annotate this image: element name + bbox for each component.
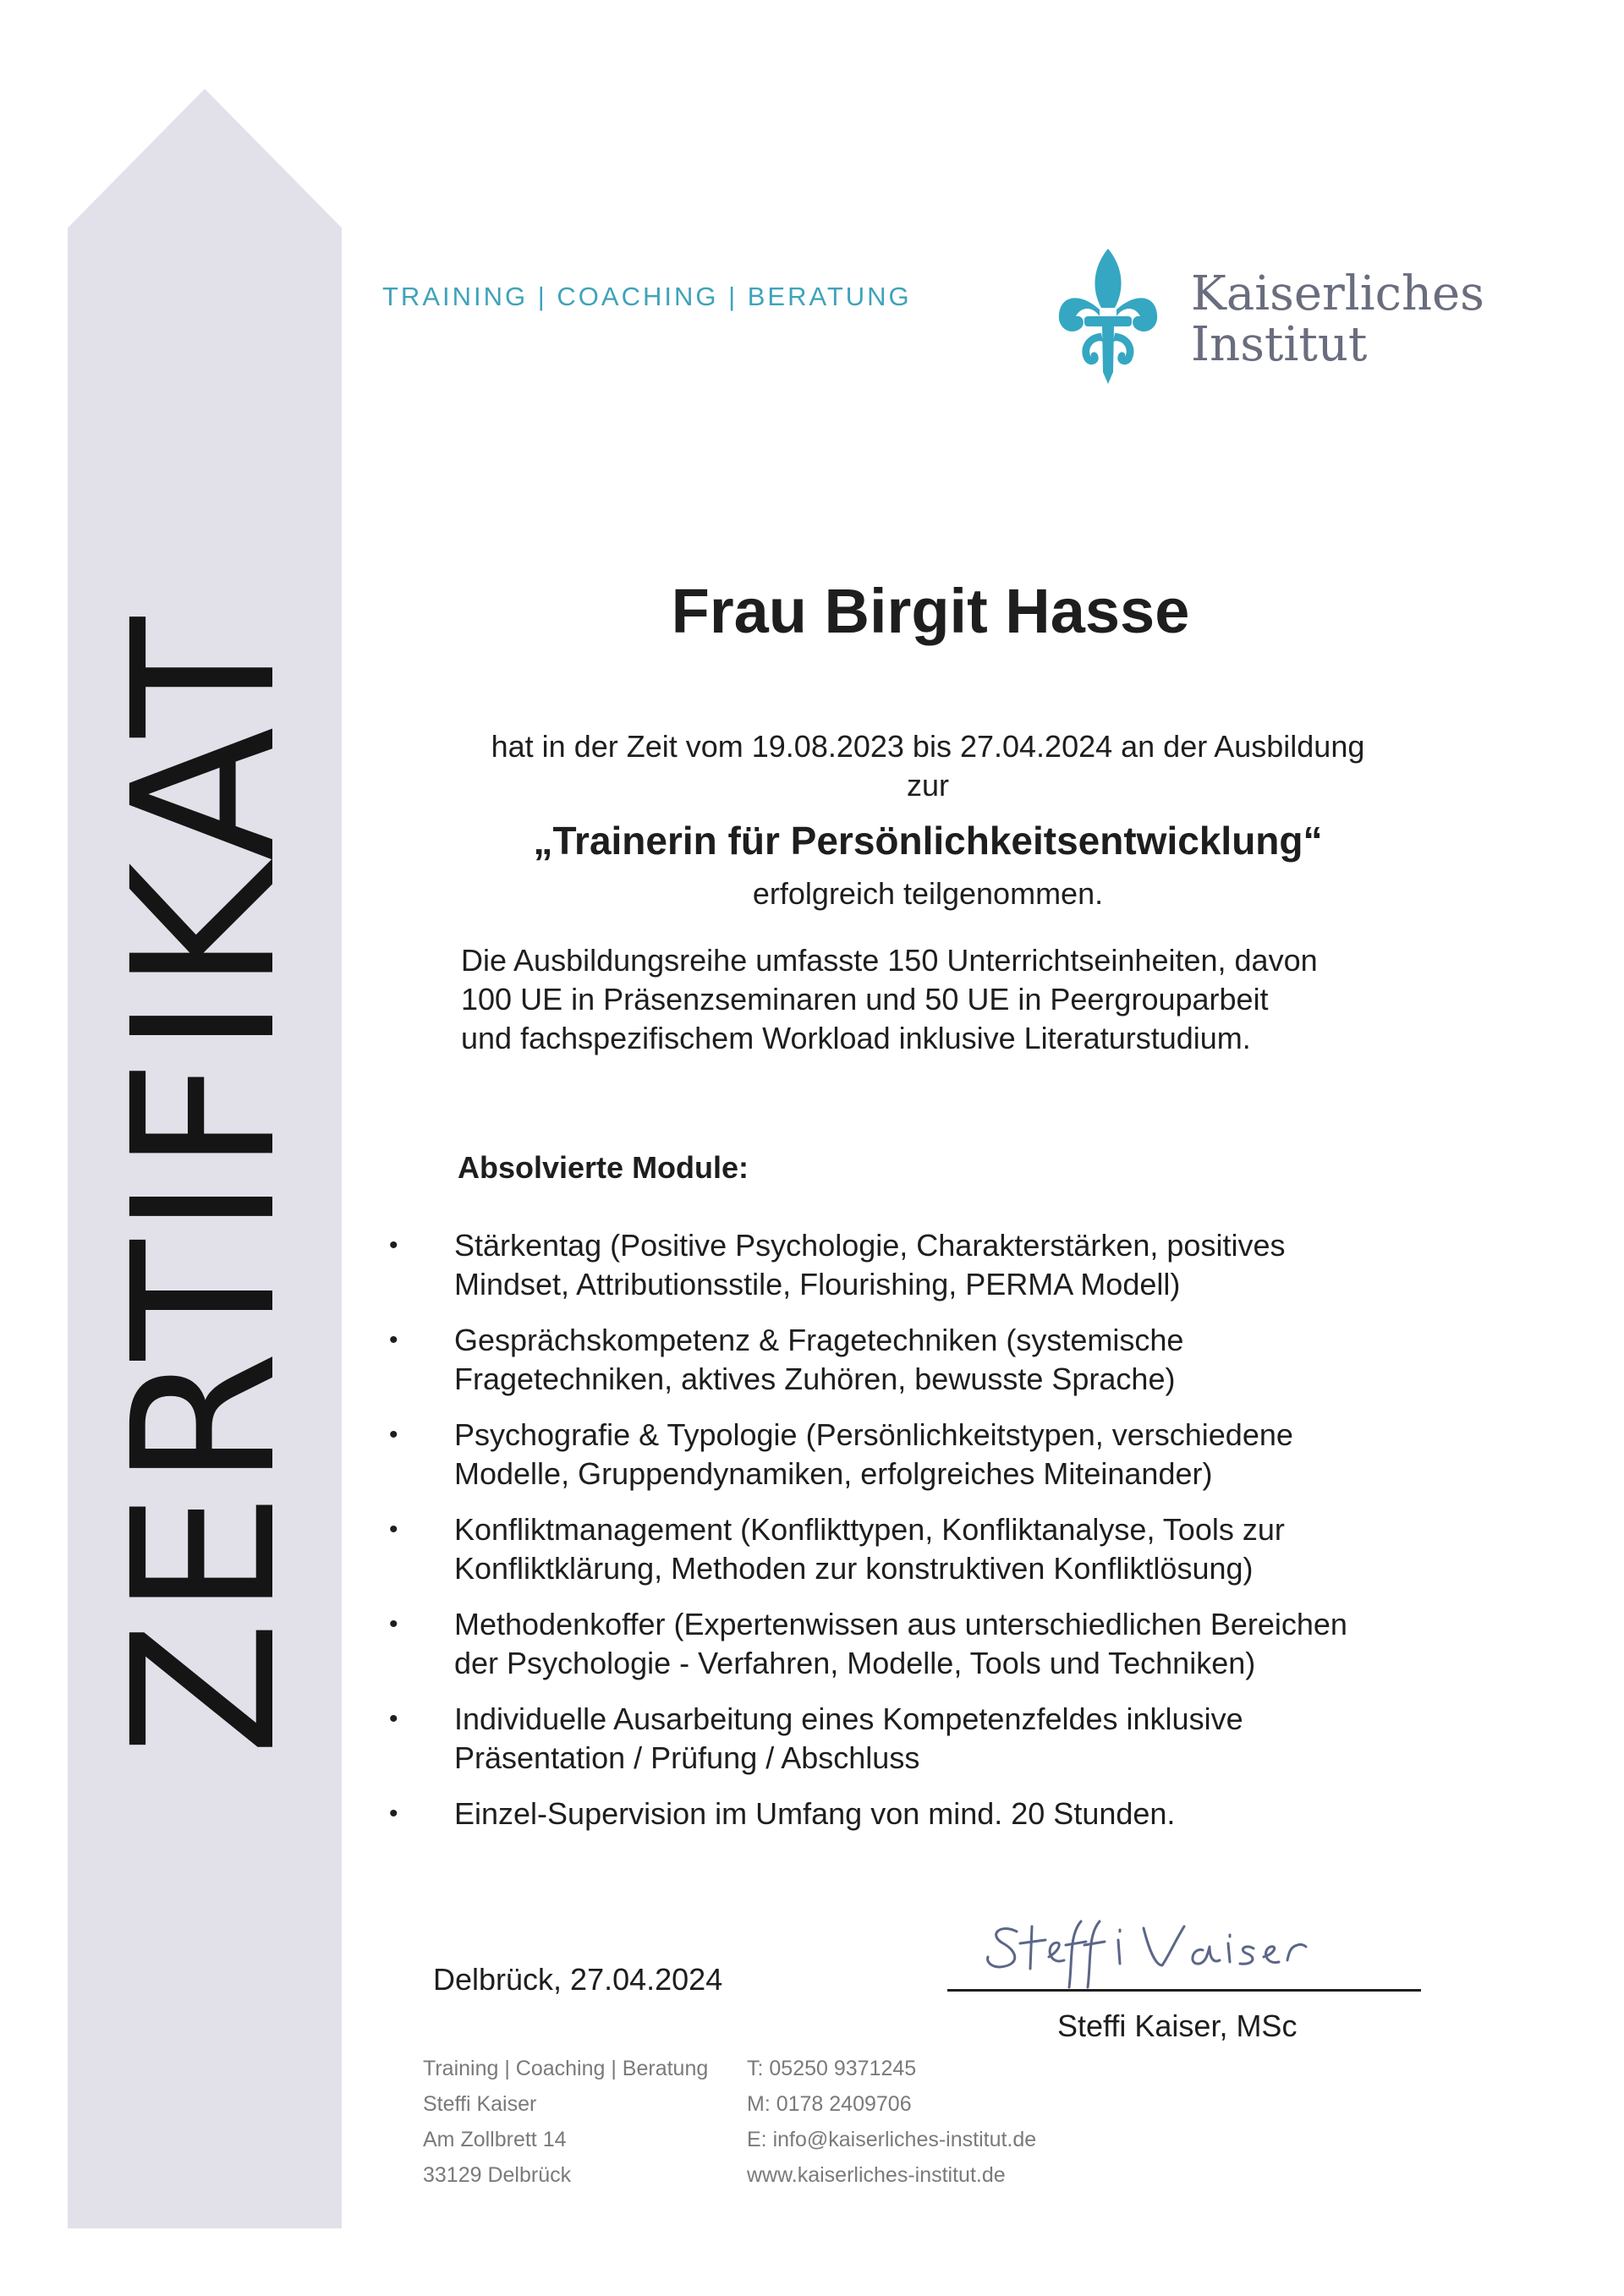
recipient-name: Frau Birgit Hasse — [671, 576, 1190, 646]
footer-line: 33129 Delbrück — [423, 2163, 572, 2187]
module-line: Fragetechniken, aktives Zuhören, bewusste Sprache) — [454, 1362, 1176, 1396]
logo-wordmark — [1191, 266, 1484, 372]
list-item — [389, 1700, 1455, 1778]
module-line: Psychografie & Typologie (Persönlichkeitstypen, verschiedene — [454, 1417, 1293, 1452]
intro-line-2: zur — [906, 768, 949, 803]
bullet-icon: • — [389, 1326, 398, 1354]
logo-line-2: Institut — [1191, 317, 1368, 372]
footer-line: Steffi Kaiser — [423, 2092, 537, 2116]
bullet-icon: • — [389, 1705, 398, 1733]
header-tagline: TRAINING | COACHING | BERATUNG — [382, 282, 912, 311]
footer-website: www.kaiserliches-institut.de — [747, 2163, 1006, 2187]
footer-mobile: M: 0178 2409706 — [747, 2092, 912, 2116]
footer-line: Training | Coaching | Beratung — [423, 2057, 709, 2080]
module-line: Einzel-Supervision im Umfang von mind. 20 Stunden. — [454, 1796, 1176, 1831]
bullet-icon: • — [389, 1800, 398, 1827]
module-line: Stärkentag (Positive Psychologie, Charakterstärken, positives — [454, 1228, 1286, 1263]
description-line-1: Die Ausbildungsreihe umfasste 150 Unterrichtseinheiten, davon — [461, 943, 1318, 978]
module-line: Gesprächskompetenz & Fragetechniken (systemische — [454, 1323, 1184, 1357]
place-date: Delbrück, 27.04.2024 — [433, 1962, 723, 1997]
list-item — [389, 1510, 1455, 1588]
module-line: Individuelle Ausarbeitung eines Kompetenzfeldes inklusive — [454, 1701, 1243, 1736]
intro-line-3: erfolgreich teilgenommen. — [752, 876, 1104, 911]
intro-line-1: hat in der Zeit vom 19.08.2023 bis 27.04.2024 an der Ausbildung — [491, 729, 1365, 764]
module-line: Präsentation / Prüfung / Abschluss — [454, 1740, 920, 1775]
footer-line: Am Zollbrett 14 — [423, 2128, 567, 2151]
description-line-3: und fachspezifischem Workload inklusive Literaturstudium. — [461, 1021, 1251, 1055]
module-line: Modelle, Gruppendynamiken, erfolgreiches Miteinander) — [454, 1456, 1213, 1491]
course-title: „Trainerin für Persönlichkeitsentwicklung“ — [533, 819, 1323, 863]
module-line: Mindset, Attributionsstile, Flourishing, PERMA Modell) — [454, 1267, 1181, 1301]
footer-contact — [747, 2051, 1036, 2193]
signer-name: Steffi Kaiser, MSc — [1057, 2008, 1298, 2043]
bullet-icon: • — [389, 1231, 398, 1259]
module-line: Konfliktmanagement (Konflikttypen, Konfliktanalyse, Tools zur — [454, 1512, 1285, 1547]
signature — [981, 1910, 1336, 1994]
footer-phone: T: 05250 9371245 — [747, 2057, 917, 2080]
list-item — [389, 1795, 1455, 1833]
list-item — [389, 1605, 1455, 1683]
list-item — [389, 1416, 1455, 1493]
module-line: Methodenkoffer (Expertenwissen aus unterschiedlichen Bereichen — [454, 1607, 1347, 1641]
footer-address — [423, 2051, 708, 2193]
intro-block — [454, 727, 1402, 913]
footer-email: E: info@kaiserliches-institut.de — [747, 2128, 1037, 2151]
bullet-icon: • — [389, 1515, 398, 1543]
module-line: Konfliktklärung, Methoden zur konstruktiven Konfliktlösung) — [454, 1551, 1254, 1586]
bullet-icon: • — [389, 1421, 398, 1449]
signature-line — [947, 1989, 1421, 1992]
module-line: der Psychologie - Verfahren, Modelle, Tools und Techniken) — [454, 1646, 1256, 1680]
list-item — [389, 1226, 1455, 1304]
list-item — [389, 1321, 1455, 1399]
modules-heading: Absolvierte Module: — [458, 1150, 749, 1185]
fleur-de-lis-icon — [1056, 245, 1160, 389]
description-block — [461, 941, 1318, 1058]
modules-list — [389, 1226, 1455, 1850]
logo-line-1: Kaiserliches — [1191, 266, 1484, 321]
description-line-2: 100 UE in Präsenzseminaren und 50 UE in Peergrouparbeit — [461, 982, 1269, 1016]
bullet-icon: • — [389, 1610, 398, 1638]
banner-title: ZERTIFIKAT — [91, 611, 319, 1756]
